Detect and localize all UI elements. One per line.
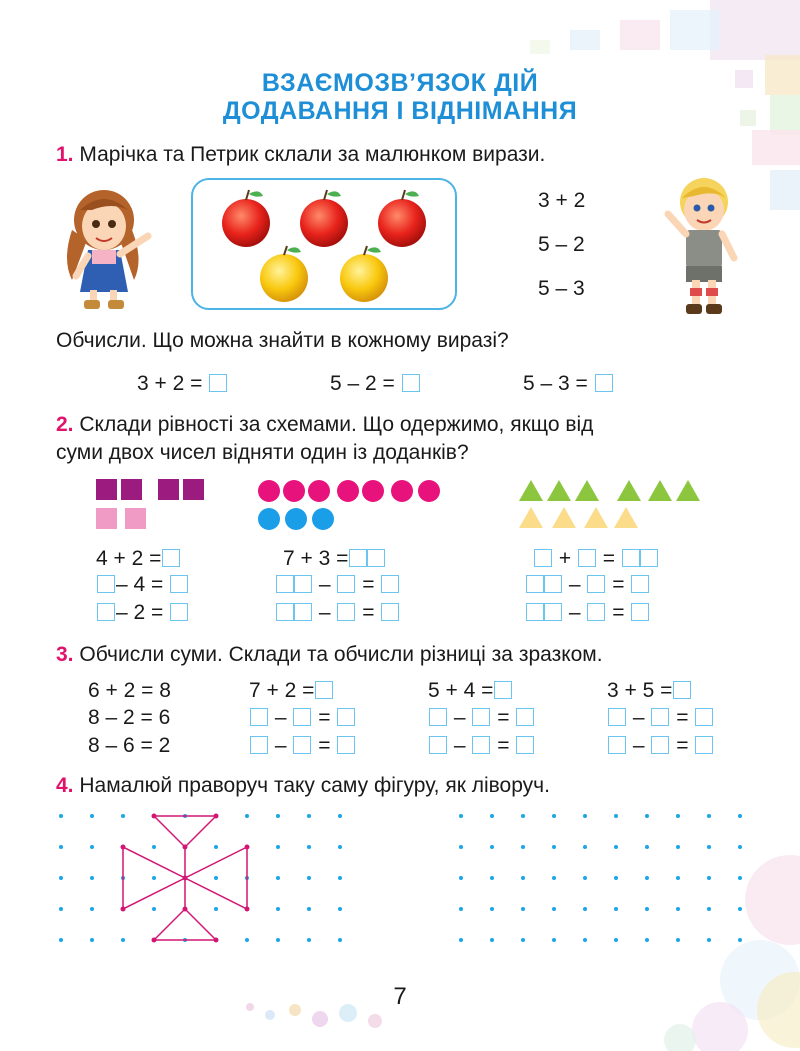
grid-dot <box>676 814 680 818</box>
answer-box[interactable] <box>381 575 399 593</box>
task1-equation-2 <box>330 372 421 396</box>
grid-dot <box>90 938 94 942</box>
answer-box[interactable] <box>472 736 490 754</box>
grid-dot <box>676 876 680 880</box>
grid-dot <box>276 938 280 942</box>
answer-box[interactable] <box>631 575 649 593</box>
grid-dot <box>645 876 649 880</box>
task2-prompt <box>56 412 593 438</box>
grid-dot <box>90 907 94 911</box>
answer-box[interactable] <box>472 708 490 726</box>
answer-box[interactable] <box>608 708 626 726</box>
minus-sign: – <box>568 573 581 596</box>
grid-dot <box>338 907 342 911</box>
task-number: 4. <box>56 774 74 797</box>
minus-sign: – <box>318 573 331 596</box>
answer-box[interactable] <box>293 736 311 754</box>
task2-col2-row1 <box>283 547 386 571</box>
grid-dot <box>521 907 525 911</box>
expression-1: 3 + 2 <box>538 189 586 212</box>
grid-dot <box>276 876 280 880</box>
grid-dot <box>490 814 494 818</box>
blue-circle <box>285 508 307 530</box>
grid-dot <box>552 814 556 818</box>
task-text-line-1: Склади рівності за схемами. Що одержимо, якщо від <box>79 413 594 436</box>
answer-box[interactable] <box>631 603 649 621</box>
magenta-circle <box>418 480 440 502</box>
yellow-apple <box>260 246 308 302</box>
task-text: Марічка та Петрик склали за малюнком вирази. <box>79 143 546 166</box>
answer-box[interactable] <box>97 603 115 621</box>
equation-text: 3 + 5 = <box>607 679 673 702</box>
answer-box[interactable] <box>170 575 188 593</box>
magenta-circle <box>283 480 305 502</box>
task2-col3-row3 <box>525 601 650 625</box>
grid-dot <box>707 907 711 911</box>
grid-dot <box>245 814 249 818</box>
task2-col1-row1 <box>96 547 181 571</box>
answer-box[interactable] <box>402 374 420 392</box>
answer-box[interactable] <box>695 708 713 726</box>
dot-grid-right <box>459 814 742 942</box>
grid-dot <box>707 845 711 849</box>
answer-box[interactable] <box>337 575 355 593</box>
answer-box[interactable] <box>337 603 355 621</box>
grid-dot <box>59 938 63 942</box>
grid-dot <box>583 845 587 849</box>
equation-text: 4 + 2 = <box>96 547 162 570</box>
answer-box[interactable] <box>587 575 605 593</box>
answer-box[interactable] <box>337 736 355 754</box>
answer-box[interactable] <box>622 549 640 567</box>
grid-dot <box>521 876 525 880</box>
drawing-dot-grid[interactable] <box>455 805 755 950</box>
yellow-triangle <box>614 507 638 528</box>
answer-box[interactable] <box>250 736 268 754</box>
page-number: 7 <box>393 983 407 1010</box>
answer-box[interactable] <box>250 708 268 726</box>
answer-box[interactable] <box>429 708 447 726</box>
grid-dot <box>490 876 494 880</box>
yellow-triangle <box>519 507 543 528</box>
task3-colC-diff2 <box>607 734 714 758</box>
pink-square <box>96 508 117 529</box>
title-line-1: ВЗАЄМОЗВ’ЯЗОК ДІЙ <box>261 69 539 97</box>
grid-dot <box>90 876 94 880</box>
task2-col3-row2 <box>525 573 650 597</box>
equation-text: – 4 = <box>116 573 164 596</box>
grid-dot <box>90 814 94 818</box>
answer-box[interactable] <box>695 736 713 754</box>
grid-dot <box>738 876 742 880</box>
grid-dot <box>245 938 249 942</box>
answer-box[interactable] <box>367 549 385 567</box>
task1-equation-3 <box>523 372 614 396</box>
grid-dot <box>307 845 311 849</box>
answer-box[interactable] <box>651 708 669 726</box>
equals-sign: = <box>612 601 625 624</box>
equals-sign: = <box>497 706 510 729</box>
minus-sign: – <box>453 734 466 757</box>
task-number: 3. <box>56 643 74 666</box>
blue-circle <box>312 508 334 530</box>
task2-col3-row1 <box>533 547 659 571</box>
task1-equation-1 <box>137 372 228 396</box>
answer-box[interactable] <box>170 603 188 621</box>
grid-dot <box>59 845 63 849</box>
yellow-triangle <box>584 507 608 528</box>
grid-dot <box>338 814 342 818</box>
task3-colA-sum <box>249 679 334 703</box>
task1-question: Обчисли. Що можна знайти в кожному виразі? <box>56 329 509 352</box>
red-apple <box>378 190 426 247</box>
grid-dot <box>59 814 63 818</box>
answer-box[interactable] <box>276 575 294 593</box>
grid-dot <box>276 845 280 849</box>
grid-dot <box>338 876 342 880</box>
grid-dot <box>707 814 711 818</box>
grid-dot <box>90 845 94 849</box>
task-text: Намалюй праворуч таку саму фігуру, як ліворуч. <box>79 774 550 797</box>
answer-box[interactable] <box>534 549 552 567</box>
task3-colC-diff1 <box>607 706 714 730</box>
answer-box[interactable] <box>429 736 447 754</box>
magenta-circle <box>362 480 384 502</box>
minus-sign: – <box>632 706 645 729</box>
task2-prompt-line-2: суми двох чисел відняти один із доданків? <box>56 441 469 464</box>
apples-picture <box>191 178 457 310</box>
grid-dot <box>676 938 680 942</box>
grid-dot <box>307 907 311 911</box>
grid-dot <box>583 876 587 880</box>
grid-dot <box>738 907 742 911</box>
task-number: 2. <box>56 413 74 436</box>
answer-box[interactable] <box>640 549 658 567</box>
grid-dot <box>738 938 742 942</box>
equation-text: 5 + 4 = <box>428 679 494 702</box>
grid-dot <box>121 938 125 942</box>
equation-text: 3 + 2 = <box>137 372 203 395</box>
grid-dot <box>521 814 525 818</box>
equals-sign: = <box>612 573 625 596</box>
grid-dot <box>552 876 556 880</box>
answer-box[interactable] <box>97 575 115 593</box>
minus-sign: – <box>632 734 645 757</box>
purple-square <box>121 479 142 500</box>
equals-sign: = <box>676 706 689 729</box>
equation-text: – 2 = <box>116 601 164 624</box>
green-triangle <box>575 480 599 501</box>
figure-vertices <box>121 814 250 943</box>
grid-dot <box>552 845 556 849</box>
title-line-2: ДОДАВАННЯ І ВІДНІМАННЯ <box>222 97 578 125</box>
grid-dot <box>645 845 649 849</box>
grid-dot <box>552 938 556 942</box>
green-triangle <box>519 480 543 501</box>
minus-sign: – <box>568 601 581 624</box>
expression-3: 5 – 3 <box>538 277 585 300</box>
grid-dot <box>307 814 311 818</box>
equation-text: 7 + 2 = <box>249 679 315 702</box>
pink-square <box>125 508 146 529</box>
grid-dot <box>59 876 63 880</box>
equals-sign: = <box>676 734 689 757</box>
grid-dot <box>459 814 463 818</box>
grid-dot <box>152 907 156 911</box>
grid-dot <box>738 845 742 849</box>
task2-col1-row2 <box>96 573 189 597</box>
answer-box[interactable] <box>526 603 544 621</box>
yellow-triangle <box>552 507 576 528</box>
task-number: 1. <box>56 143 74 166</box>
answer-box[interactable] <box>349 549 367 567</box>
magenta-circle <box>391 480 413 502</box>
answer-box[interactable] <box>293 708 311 726</box>
grid-dot <box>214 876 218 880</box>
task3-colB-diff1 <box>428 706 535 730</box>
sample-line-1: 6 + 2 = 8 <box>88 679 171 702</box>
grid-dot <box>459 938 463 942</box>
task3-prompt <box>56 642 603 668</box>
magenta-circle <box>308 480 330 502</box>
grid-dot <box>121 814 125 818</box>
grid-dot <box>614 814 618 818</box>
answer-box[interactable] <box>544 603 562 621</box>
grid-dot <box>59 907 63 911</box>
equals-sign: = <box>497 734 510 757</box>
grid-dot <box>521 938 525 942</box>
grid-dot <box>152 845 156 849</box>
equals-sign: = <box>602 547 616 570</box>
grid-dot <box>276 814 280 818</box>
answer-box[interactable] <box>315 681 333 699</box>
grid-dot <box>583 814 587 818</box>
grid-dot <box>707 938 711 942</box>
red-apple <box>300 190 348 247</box>
answer-box[interactable] <box>526 575 544 593</box>
sample-figure-grid <box>55 805 375 950</box>
answer-box[interactable] <box>608 736 626 754</box>
answer-box[interactable] <box>494 681 512 699</box>
grid-dot <box>707 876 711 880</box>
answer-box[interactable] <box>587 603 605 621</box>
answer-box[interactable] <box>544 575 562 593</box>
grid-dot <box>338 845 342 849</box>
grid-dot <box>645 938 649 942</box>
task3-colA-diff1 <box>249 706 356 730</box>
green-triangle <box>648 480 672 501</box>
girl-illustration <box>52 180 162 312</box>
minus-sign: – <box>274 706 287 729</box>
purple-square <box>96 479 117 500</box>
minus-sign: – <box>274 734 287 757</box>
equals-sign: = <box>318 706 331 729</box>
dot-grid-left <box>59 814 342 942</box>
equals-sign: = <box>318 734 331 757</box>
task3-colA-diff2 <box>249 734 356 758</box>
grid-dot <box>645 907 649 911</box>
equation-text: 5 – 2 = <box>330 372 395 395</box>
purple-square <box>183 479 204 500</box>
grid-dot <box>214 907 218 911</box>
green-triangle <box>547 480 571 501</box>
task3-colB-sum <box>428 679 513 703</box>
grid-dot <box>676 907 680 911</box>
plus-sign: + <box>558 547 572 570</box>
grid-dot <box>676 845 680 849</box>
grid-dot <box>552 907 556 911</box>
grid-dot <box>459 876 463 880</box>
grid-dot <box>459 845 463 849</box>
grid-dot <box>738 814 742 818</box>
answer-box[interactable] <box>595 374 613 392</box>
boy-illustration <box>654 172 754 318</box>
answer-box[interactable] <box>209 374 227 392</box>
page-title <box>0 69 800 125</box>
grid-dot <box>614 938 618 942</box>
equation-text: 5 – 3 = <box>523 372 588 395</box>
answer-box[interactable] <box>381 603 399 621</box>
grid-dot <box>490 907 494 911</box>
blue-circle <box>258 508 280 530</box>
green-triangle <box>617 480 641 501</box>
grid-dot <box>276 907 280 911</box>
grid-dot <box>583 907 587 911</box>
expression-2: 5 – 2 <box>538 233 585 256</box>
task2-col1-row3 <box>96 601 189 625</box>
answer-box[interactable] <box>162 549 180 567</box>
task3-colC-sum <box>607 679 692 703</box>
green-triangle <box>676 480 700 501</box>
magenta-circle <box>337 480 359 502</box>
equals-sign: = <box>362 601 375 624</box>
grid-dot <box>614 907 618 911</box>
sample-line-3: 8 – 6 = 2 <box>88 734 171 757</box>
equals-sign: = <box>362 573 375 596</box>
grid-dot <box>338 938 342 942</box>
answer-box[interactable] <box>516 708 534 726</box>
answer-box[interactable] <box>294 603 312 621</box>
grid-dot <box>152 876 156 880</box>
grid-dot <box>645 814 649 818</box>
minus-sign: – <box>318 601 331 624</box>
answer-box[interactable] <box>337 708 355 726</box>
grid-dot <box>459 907 463 911</box>
answer-box[interactable] <box>516 736 534 754</box>
grid-dot <box>307 876 311 880</box>
purple-square <box>158 479 179 500</box>
answer-box[interactable] <box>673 681 691 699</box>
magenta-circle <box>258 480 280 502</box>
sample-line-2: 8 – 2 = 6 <box>88 706 171 729</box>
red-apple <box>222 190 270 247</box>
task3-colB-diff2 <box>428 734 535 758</box>
task-text: Обчисли суми. Склади та обчисли різниці за зразком. <box>79 643 603 666</box>
grid-dot <box>614 845 618 849</box>
grid-dot <box>490 938 494 942</box>
grid-dot <box>583 938 587 942</box>
answer-box[interactable] <box>276 603 294 621</box>
grid-dot <box>614 876 618 880</box>
task2-col2-row3 <box>275 601 400 625</box>
grid-dot <box>307 938 311 942</box>
grid-dot <box>490 845 494 849</box>
answer-box[interactable] <box>578 549 596 567</box>
equation-text: 7 + 3 = <box>283 547 349 570</box>
answer-box[interactable] <box>294 575 312 593</box>
yellow-apple <box>340 246 388 302</box>
task2-col2-row2 <box>275 573 400 597</box>
grid-dot <box>521 845 525 849</box>
grid-dot <box>214 845 218 849</box>
task4-prompt <box>56 773 550 799</box>
task1-prompt <box>56 142 545 168</box>
minus-sign: – <box>453 706 466 729</box>
answer-box[interactable] <box>651 736 669 754</box>
